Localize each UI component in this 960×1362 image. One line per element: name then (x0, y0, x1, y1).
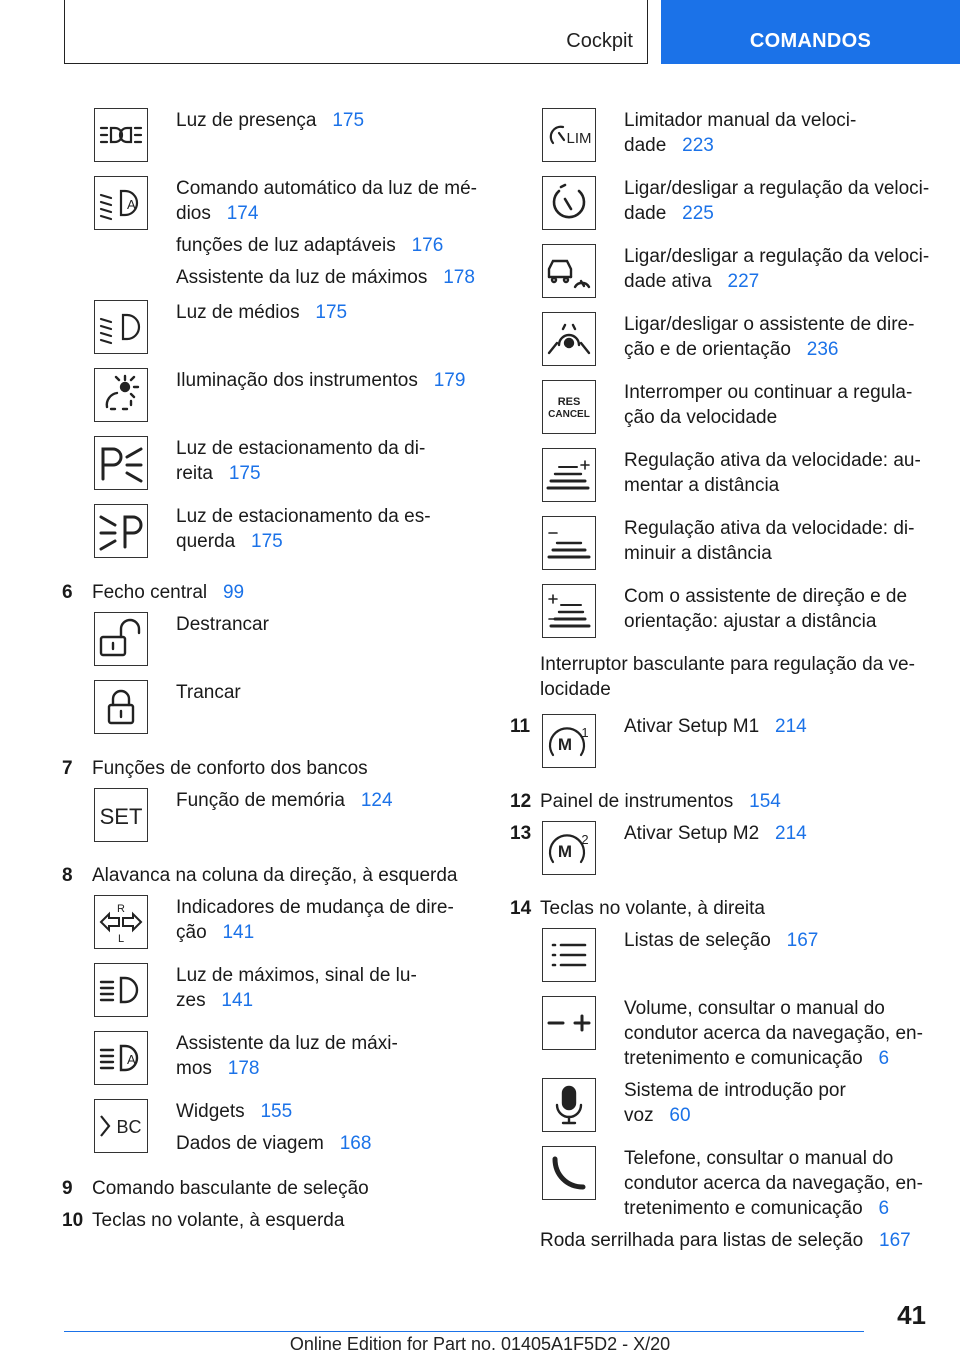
bc-button-icon (94, 1099, 148, 1153)
ajustar-line2: orientação: ajustar a distância (624, 611, 877, 632)
page-ref-link[interactable]: 178 (227, 1058, 260, 1079)
high-beam-assist-label: Assistente da luz de máximos (176, 267, 428, 288)
page-ref-link[interactable]: 167 (786, 930, 819, 951)
item-8 (62, 863, 482, 885)
basculante-label: Comando basculante de seleção (92, 1178, 369, 1199)
turn-signal-icon (94, 895, 148, 949)
l-glyph: L (117, 933, 125, 945)
destrancar-label: Destrancar (176, 614, 269, 635)
footer-edition: Online Edition for Part no. 01405A1F5D2 - X/20 (289, 1334, 671, 1354)
parking-light-right-icon (94, 436, 148, 490)
aumentar-line1: Regulação ativa da velocidade: au- (624, 450, 921, 471)
item-13 (510, 821, 930, 896)
voz-line2: voz (624, 1105, 654, 1126)
dados-viagem-label: Dados de viagem (176, 1133, 324, 1154)
page-ref-link[interactable]: 225 (682, 203, 714, 224)
set-glyph: SET (99, 804, 143, 829)
assist-max-line1: Assistente da luz de máxi- (176, 1033, 398, 1054)
entry-assistente-direcao (542, 312, 930, 380)
setup-m2-icon (542, 821, 596, 875)
page-ref-link[interactable]: 99 (222, 582, 245, 603)
page-ref-link[interactable]: 155 (260, 1101, 293, 1122)
entry-trancar (94, 680, 482, 756)
fecho-central-label: Fecho central (92, 582, 208, 603)
page-ref-link[interactable]: 227 (727, 271, 760, 292)
header-section-box (64, 0, 648, 64)
page-ref-link[interactable]: 124 (360, 790, 393, 811)
page-ref-link[interactable]: 223 (682, 135, 714, 156)
entry-iluminacao (94, 368, 482, 436)
widgets-label: Widgets (176, 1101, 245, 1122)
interromper-line2: ção da velocidade (624, 407, 778, 428)
page-ref-link[interactable]: 175 (315, 302, 348, 323)
estac-dir-line2: reita (176, 463, 213, 484)
indicadores-line1: Indicadores de mudança de dire- (176, 897, 454, 918)
painel-instrumentos-label: Painel de instrumentos (540, 791, 734, 812)
regulacao-line2: dade (624, 203, 667, 224)
item-14 (510, 896, 930, 928)
volume-line3: tretenimento e comunicação (624, 1048, 863, 1069)
page-ref-link[interactable]: 154 (749, 791, 781, 812)
header-section: Cockpit (566, 30, 633, 52)
conforto-bancos-label: Funções de conforto dos bancos (92, 758, 368, 779)
estac-dir-line1: Luz de estacionamento da di- (176, 438, 426, 459)
setup-m1-icon (542, 714, 596, 768)
distance-adjust-icon (542, 584, 596, 638)
page-ref-link[interactable]: 141 (221, 990, 254, 1011)
item-number: 12 (510, 791, 532, 812)
limitador-line1: Limitador manual da veloci- (624, 110, 857, 131)
m-glyph: M (557, 735, 573, 754)
set-memory-icon (94, 788, 148, 842)
entry-luz-maximos (94, 963, 482, 1031)
page-ref-link[interactable]: 141 (222, 922, 255, 943)
item-number: 14 (510, 898, 532, 919)
auto-headlight-icon (94, 176, 148, 230)
lock-icon (94, 680, 148, 734)
telefone-line2: condutor acerca da navegação, en- (624, 1173, 923, 1194)
r-glyph: R (117, 903, 125, 915)
listas-label: Listas de seleção (624, 930, 771, 951)
entry-funcao-memoria (94, 788, 482, 863)
volume-line2: condutor acerca da navegação, en- (624, 1023, 923, 1044)
steering-assist-icon (542, 312, 596, 366)
header-chapter-tab[interactable] (661, 0, 960, 64)
page-ref-link[interactable]: 167 (879, 1230, 911, 1251)
assist-direcao-line1: Ligar/desligar o assistente de dire- (624, 314, 915, 335)
high-beam-icon (94, 963, 148, 1017)
page-ref-link[interactable]: 176 (411, 235, 444, 256)
item-12 (510, 789, 930, 821)
a-glyph: A (127, 197, 136, 212)
entry-telefone (542, 1146, 930, 1228)
page-ref-link[interactable]: 6 (878, 1048, 890, 1069)
page-ref-link[interactable]: 174 (226, 203, 259, 224)
entry-voz (542, 1078, 930, 1146)
diminuir-line1: Regulação ativa da velocidade: di- (624, 518, 915, 539)
item-6 (62, 580, 482, 612)
entry-interromper (542, 380, 930, 448)
page-ref-link[interactable]: 168 (339, 1133, 372, 1154)
entry-regulacao-ativa (542, 244, 930, 312)
two-glyph: 2 (581, 832, 589, 847)
telefone-line1: Telefone, consultar o manual do (624, 1148, 894, 1169)
assist-direcao-line2: ção e de orientação (624, 339, 791, 360)
regulacao-ativa-line2: dade ativa (624, 271, 712, 292)
page-ref-link[interactable]: 179 (433, 370, 466, 391)
distance-increase-icon (542, 448, 596, 502)
item-number: 9 (62, 1178, 73, 1199)
alavanca-label: Alavanca na coluna da direção, à esquerda (92, 865, 458, 886)
entry-diminuir-distancia (542, 516, 930, 584)
page-ref-link[interactable]: 178 (443, 267, 475, 288)
luz-presenca-label: Luz de presença (176, 110, 317, 131)
voz-line1: Sistema de introdução por (624, 1080, 846, 1101)
header-chapter: COMANDOS (749, 30, 872, 52)
diminuir-line2: minuir a distância (624, 543, 772, 564)
page-ref-link[interactable]: 6 (878, 1198, 890, 1219)
entry-luz-medios (94, 300, 482, 368)
volume-icon (542, 996, 596, 1050)
entry-listas-selecao (542, 928, 930, 996)
footer-divider (64, 1331, 864, 1332)
lim-glyph: LIM (566, 130, 592, 147)
entry-widgets (94, 1099, 482, 1175)
teclas-direita-label: Teclas no volante, à direita (540, 898, 765, 919)
estac-esq-line2: querda (176, 531, 236, 552)
page-ref-link[interactable]: 214 (775, 823, 807, 844)
setup-m1-label: Ativar Setup M1 (624, 716, 760, 737)
right-column (510, 108, 930, 1253)
item-number: 8 (62, 865, 73, 886)
one-glyph: 1 (581, 725, 589, 740)
automatico-line1: Comando automático da luz de mé- (176, 178, 477, 199)
page-ref-link[interactable]: 175 (251, 531, 283, 552)
entry-estacionamento-direita (94, 436, 482, 504)
regulacao-line1: Ligar/desligar a regulação da veloci- (624, 178, 930, 199)
left-column (62, 108, 482, 1240)
memoria-label: Função de memória (176, 790, 345, 811)
instrument-lighting-icon (94, 368, 148, 422)
page-number: 41 (897, 1300, 926, 1330)
estac-esq-line1: Luz de estacionamento da es- (176, 506, 431, 527)
interromper-line1: Interromper ou continuar a regula- (624, 382, 913, 403)
ajustar-line1: Com o assistente de direção e de (624, 586, 908, 607)
parking-light-left-icon (94, 504, 148, 558)
bc-glyph: BC (116, 1117, 142, 1137)
entry-comando-automatico (94, 176, 482, 300)
cruise-control-icon (542, 176, 596, 230)
res-cancel-icon (542, 380, 596, 434)
automatico-line2: dios (176, 203, 211, 224)
low-beam-icon (94, 300, 148, 354)
entry-aumentar-distancia (542, 448, 930, 516)
assist-max-line2: mos (176, 1058, 212, 1079)
item-number: 7 (62, 758, 73, 779)
page-ref-link[interactable]: 214 (775, 716, 807, 737)
unlock-icon (94, 612, 148, 666)
parking-light-icon (94, 108, 148, 162)
interruptor-line2: locidade (540, 679, 611, 700)
item-10 (62, 1208, 482, 1240)
iluminacao-label: Iluminação dos instrumentos (176, 370, 418, 391)
roda-text (540, 1228, 930, 1253)
item-number: 11 (510, 716, 531, 737)
roda-label: Roda serrilhada para listas de seleção (540, 1230, 864, 1251)
adaptive-light-label: funções de luz adaptáveis (176, 235, 396, 256)
maximos-line2: zes (176, 990, 206, 1011)
volume-line1: Volume, consultar o manual do (624, 998, 885, 1019)
item-number: 10 (62, 1210, 84, 1231)
page-ref-link[interactable]: 175 (332, 110, 365, 131)
entry-volume (542, 996, 930, 1078)
a-glyph: A (127, 1052, 136, 1067)
page-ref-link[interactable]: 175 (228, 463, 261, 484)
telefone-line3: tretenimento e comunicação (624, 1198, 863, 1219)
maximos-line1: Luz de máximos, sinal de lu- (176, 965, 417, 986)
microphone-icon (542, 1078, 596, 1132)
entry-luz-presenca (94, 108, 482, 176)
entry-destrancar (94, 612, 482, 680)
entry-assistente-maximos (94, 1031, 482, 1099)
entry-indicadores (94, 895, 482, 963)
aumentar-line2: mentar a distância (624, 475, 780, 496)
list-icon (542, 928, 596, 982)
item-number: 6 (62, 582, 73, 603)
trancar-label: Trancar (176, 682, 241, 703)
luz-medios-label: Luz de médios (176, 302, 300, 323)
regulacao-ativa-line1: Ligar/desligar a regulação da veloci- (624, 246, 930, 267)
page-ref-link[interactable]: 236 (806, 339, 839, 360)
item-number: 13 (510, 823, 532, 844)
res-glyph: RES (557, 396, 581, 408)
phone-icon (542, 1146, 596, 1200)
m-glyph: M (557, 842, 573, 861)
entry-regulacao (542, 176, 930, 244)
high-beam-assist-icon (94, 1031, 148, 1085)
entry-ajustar-distancia (542, 584, 930, 652)
speed-limiter-icon (542, 108, 596, 162)
entry-limitador (542, 108, 930, 176)
item-11 (510, 714, 930, 789)
interruptor-text (540, 652, 930, 714)
entry-estacionamento-esquerda (94, 504, 482, 580)
interruptor-line1: Interruptor basculante para regulação da ve- (540, 654, 915, 675)
item-7 (62, 756, 482, 788)
cancel-glyph: CANCEL (548, 409, 590, 420)
teclas-esquerda-label: Teclas no volante, à esquerda (92, 1210, 345, 1231)
active-cruise-icon (542, 244, 596, 298)
setup-m2-label: Ativar Setup M2 (624, 823, 760, 844)
indicadores-line2: ção (176, 922, 207, 943)
limitador-line2: dade (624, 135, 667, 156)
item-9 (62, 1176, 482, 1208)
page-ref-link[interactable]: 60 (669, 1105, 691, 1126)
distance-decrease-icon (542, 516, 596, 570)
